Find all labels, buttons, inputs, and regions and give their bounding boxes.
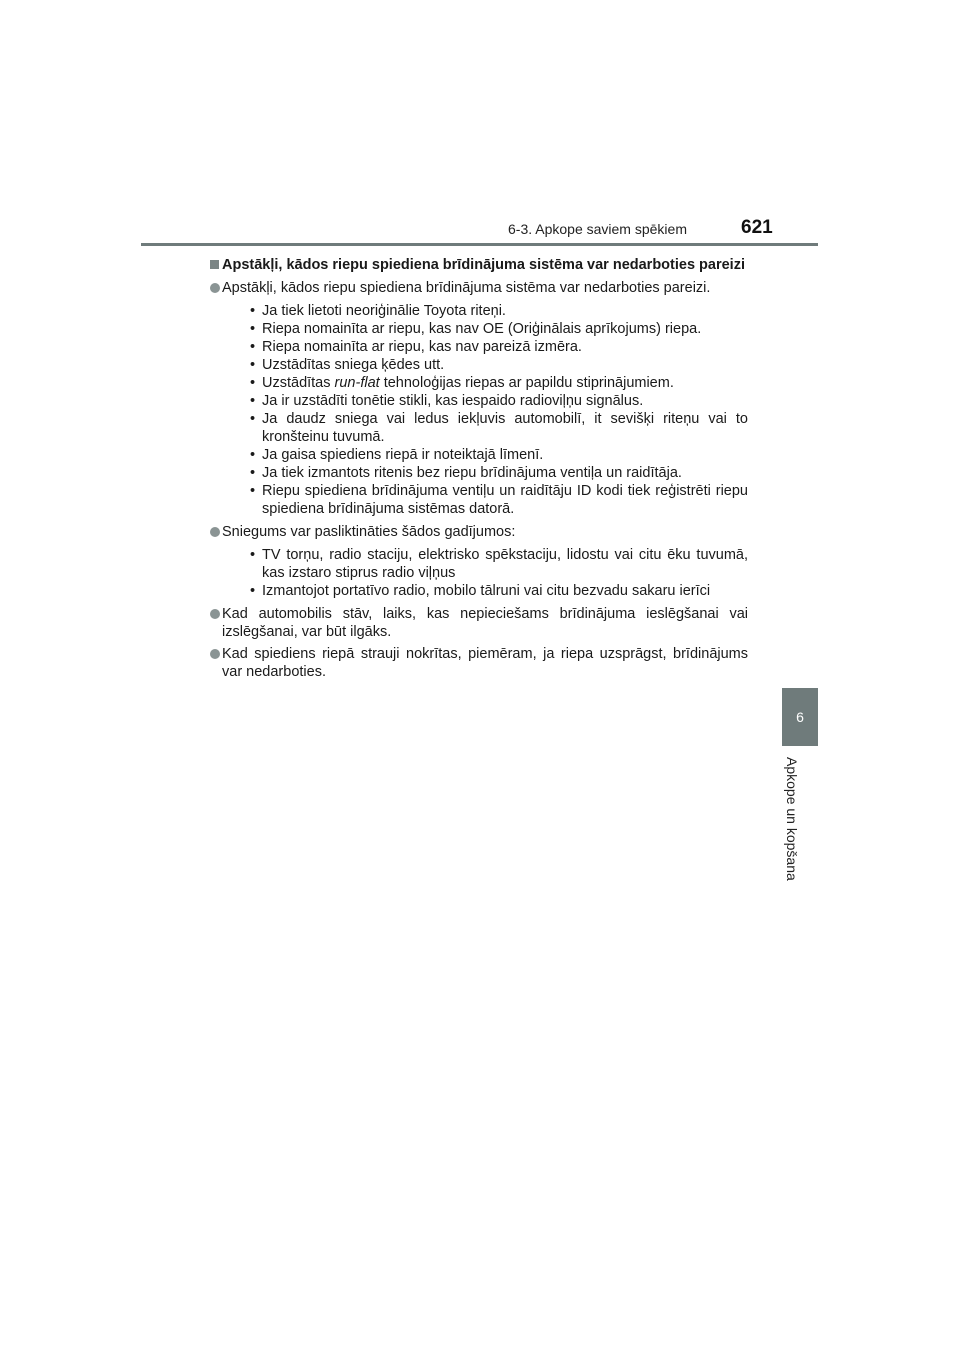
sub-bullet-item xyxy=(250,410,748,446)
dot-bullet-icon: • xyxy=(250,393,256,409)
dot-bullet-icon: • xyxy=(250,583,256,599)
list-item-text: Sniegums var pasliktināties šādos gadījumos: xyxy=(222,524,516,540)
sub-bullet-item xyxy=(250,392,748,410)
circle-bullet-icon xyxy=(210,527,220,537)
sub-bullet-list xyxy=(222,546,748,600)
sub-bullet-text: Riepa nomainīta ar riepu, kas nav OE (Oriģinālais aprīkojums) riepa. xyxy=(262,321,702,337)
circle-bullet-icon xyxy=(210,609,220,619)
item-list xyxy=(210,279,748,681)
sub-bullet-item xyxy=(250,320,748,338)
dot-bullet-icon: • xyxy=(250,465,256,481)
sub-bullet-text: TV torņu, radio staciju, elektrisko spēkstaciju, lidostu vai citu ēku tuvumā, kas izstaro stiprus radio viļņus xyxy=(262,547,748,581)
dot-bullet-icon: • xyxy=(250,303,256,319)
sub-bullet-text: tehnoloģijas riepas ar papildu stiprinājumiem. xyxy=(379,375,674,391)
sub-bullet-text: Ja gaisa spiediens riepā ir noteiktajā līmenī. xyxy=(262,447,544,463)
list-item xyxy=(210,523,748,600)
emphasized-term: run-flat xyxy=(334,375,380,391)
dot-bullet-icon: • xyxy=(250,411,256,427)
chapter-tab: 6 xyxy=(782,688,818,746)
sub-bullet-item xyxy=(250,338,748,356)
sub-bullet-list xyxy=(222,302,748,518)
sub-bullet-text: Ja tiek izmantots ritenis bez riepu brīdinājuma ventiļa un raidītāja. xyxy=(262,465,682,481)
sub-bullet-text: Ja daudz sniega vai ledus iekļuvis automobilī, it sevišķi riteņu vai to kronšteinu tuvumā. xyxy=(262,411,748,445)
section-heading xyxy=(210,256,748,274)
section-heading-text: Apstākļi, kādos riepu spiediena brīdinājuma sistēma var nedarboties pareizi xyxy=(222,257,745,273)
circle-bullet-icon xyxy=(210,283,220,293)
list-item xyxy=(210,645,748,681)
page-number: 621 xyxy=(741,217,773,238)
chapter-label: Apkope un kopšana xyxy=(784,757,800,881)
sub-bullet-text: Uzstādītas xyxy=(262,375,335,391)
dot-bullet-icon: • xyxy=(250,483,256,499)
sub-bullet-text: Uzstādītas sniega ķēdes utt. xyxy=(262,357,445,373)
sub-bullet-item xyxy=(250,582,748,600)
list-item xyxy=(210,279,748,518)
sub-bullet-item xyxy=(250,302,748,320)
dot-bullet-icon: • xyxy=(250,547,256,563)
square-bullet-icon xyxy=(210,260,219,269)
main-content xyxy=(210,256,748,681)
sub-bullet-text: Izmantojot portatīvo radio, mobilo tālruni vai citu bezvadu sakaru ierīci xyxy=(262,583,711,599)
dot-bullet-icon: • xyxy=(250,321,256,337)
dot-bullet-icon: • xyxy=(250,375,256,391)
sub-bullet-text: Riepa nomainīta ar riepu, kas nav pareizā izmēra. xyxy=(262,339,582,355)
sub-bullet-text: Riepu spiediena brīdinājuma ventiļu un raidītāju ID kodi tiek reģistrēti riepu spiediena brīdinājuma sistēmas datorā. xyxy=(262,483,748,517)
sub-bullet-text: Ja tiek lietoti neoriģinālie Toyota riteņi. xyxy=(262,303,506,319)
sub-bullet-item xyxy=(250,482,748,518)
dot-bullet-icon: • xyxy=(250,447,256,463)
list-item-text: Kad spiediens riepā strauji nokrītas, piemēram, ja riepa uzsprāgst, brīdinājums var nedarboties. xyxy=(222,646,748,680)
sub-bullet-item xyxy=(250,374,748,392)
dot-bullet-icon: • xyxy=(250,339,256,355)
circle-bullet-icon xyxy=(210,649,220,659)
sub-bullet-item xyxy=(250,446,748,464)
header-divider xyxy=(141,243,818,246)
list-item-text: Apstākļi, kādos riepu spiediena brīdinājuma sistēma var nedarboties pareizi. xyxy=(222,280,711,296)
list-item xyxy=(210,605,748,641)
sub-bullet-item xyxy=(250,546,748,582)
sub-bullet-text: Ja ir uzstādīti tonētie stikli, kas iespaido radioviļņu signālus. xyxy=(262,393,644,409)
dot-bullet-icon: • xyxy=(250,357,256,373)
section-title: 6-3. Apkope saviem spēkiem xyxy=(508,221,687,237)
sub-bullet-item xyxy=(250,464,748,482)
list-item-text: Kad automobilis stāv, laiks, kas nepieciešams brīdinājuma ieslēgšanai vai izslēgšanai, var būt ilgāks. xyxy=(222,606,748,640)
sub-bullet-item xyxy=(250,356,748,374)
